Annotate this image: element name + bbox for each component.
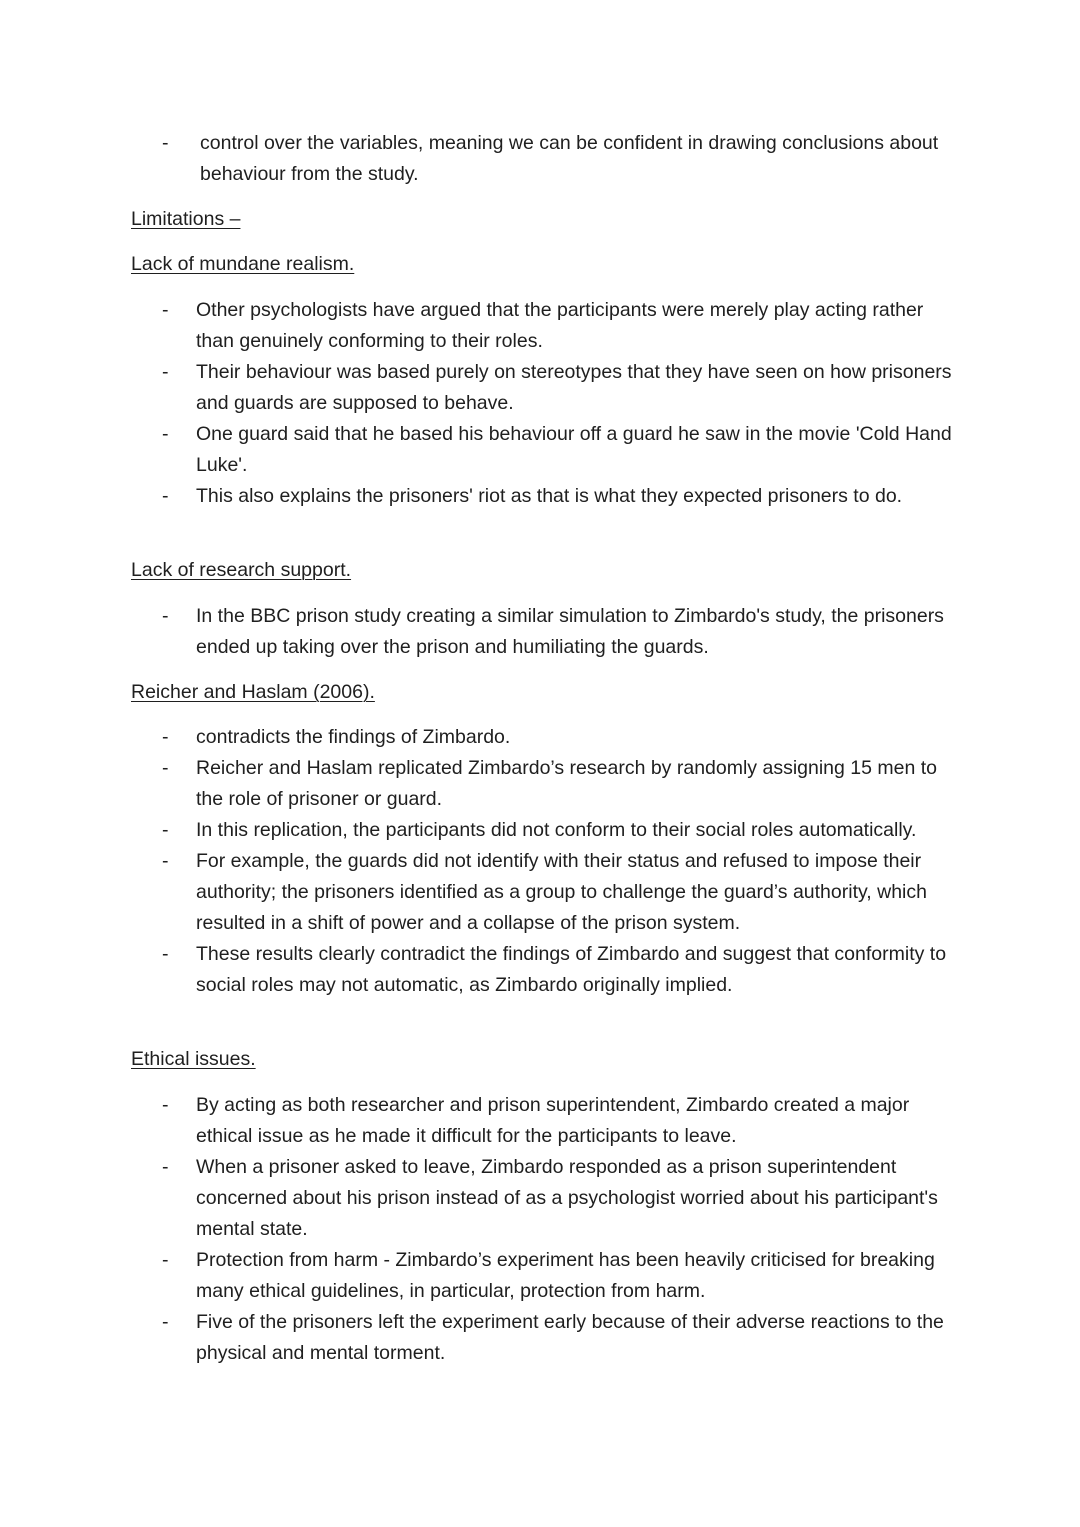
list-item-text: Other psychologists have argued that the participants were merely play acting rather than genuinely conforming to their roles.	[196, 299, 924, 352]
list-item	[0, 1245, 956, 1307]
list-item	[0, 481, 956, 512]
bullet-dash: -	[162, 132, 169, 154]
list-item	[0, 939, 956, 1001]
mundane-realism-heading: Lack of mundane realism.	[131, 253, 355, 275]
reicher-haslam-list	[0, 722, 1080, 1001]
bullet-dash: -	[162, 1094, 169, 1116]
list-item-text: These results clearly contradict the findings of Zimbardo and suggest that conformity to social roles may not automatic, as Zimbardo originally implied.	[196, 943, 947, 996]
ethical-issues-heading: Ethical issues.	[131, 1048, 256, 1070]
list-item	[0, 128, 956, 190]
list-item-text: For example, the guards did not identify with their status and refused to impose their authority; the prisoners identified as a group to challenge the guard’s authority, which resulted in a shift of power and a collapse of the prison system.	[196, 850, 927, 934]
list-item-text: By acting as both researcher and prison superintendent, Zimbardo created a major ethical issue as he made it difficult for the participants to leave.	[196, 1094, 910, 1147]
list-item-text: Protection from harm - Zimbardo’s experiment has been heavily criticised for breaking many ethical guidelines, in particular, protection from harm.	[196, 1249, 935, 1302]
list-item	[0, 295, 956, 357]
bullet-dash: -	[162, 605, 169, 627]
list-item	[0, 419, 956, 481]
ethical-issues-list	[0, 1090, 1080, 1369]
list-item	[0, 1090, 956, 1152]
bullet-dash: -	[162, 423, 169, 445]
list-item	[0, 601, 956, 663]
bullet-dash: -	[162, 726, 169, 748]
bullet-dash: -	[162, 1249, 169, 1271]
bullet-dash: -	[162, 757, 169, 779]
intro-bullet-list	[0, 128, 1080, 190]
list-item-text: control over the variables, meaning we can be confident in drawing conclusions about behaviour from the study.	[200, 132, 939, 185]
bullet-dash: -	[162, 361, 169, 383]
list-item-text: In this replication, the participants did not conform to their social roles automatically.	[196, 819, 917, 841]
list-item-text: Their behaviour was based purely on stereotypes that they have seen on how prisoners and guards are supposed to behave.	[196, 361, 952, 414]
list-item-text: This also explains the prisoners' riot as that is what they expected prisoners to do.	[196, 485, 903, 507]
list-item-text: contradicts the findings of Zimbardo.	[196, 726, 511, 748]
bullet-dash: -	[162, 819, 169, 841]
limitations-heading: Limitations –	[131, 208, 241, 230]
bullet-dash: -	[162, 299, 169, 321]
list-item-text: Five of the prisoners left the experiment early because of their adverse reactions to the physical and mental torment.	[196, 1311, 944, 1364]
list-item-text: When a prisoner asked to leave, Zimbardo responded as a prison superintendent concerned about his prison instead of as a psychologist worried about his participant's mental state.	[196, 1156, 938, 1240]
list-item	[0, 722, 956, 753]
mundane-realism-list	[0, 295, 1080, 512]
bullet-dash: -	[162, 485, 169, 507]
list-item	[0, 846, 956, 939]
list-item	[0, 1152, 956, 1245]
list-item-text: In the BBC prison study creating a similar simulation to Zimbardo's study, the prisoners ended up taking over the prison and humiliating the guards.	[196, 605, 944, 658]
list-item	[0, 357, 956, 419]
list-item	[0, 1307, 956, 1369]
research-support-heading: Lack of research support.	[131, 559, 352, 581]
research-support-list	[0, 601, 1080, 663]
bullet-dash: -	[162, 850, 169, 872]
bullet-dash: -	[162, 1156, 169, 1178]
list-item	[0, 815, 956, 846]
reicher-haslam-heading: Reicher and Haslam (2006).	[131, 681, 375, 703]
list-item	[0, 753, 956, 815]
bullet-dash: -	[162, 1311, 169, 1333]
list-item-text: One guard said that he based his behaviour off a guard he saw in the movie 'Cold Hand Luke'.	[196, 423, 952, 476]
bullet-dash: -	[162, 943, 169, 965]
list-item-text: Reicher and Haslam replicated Zimbardo’s research by randomly assigning 15 men to the role of prisoner or guard.	[196, 757, 937, 810]
